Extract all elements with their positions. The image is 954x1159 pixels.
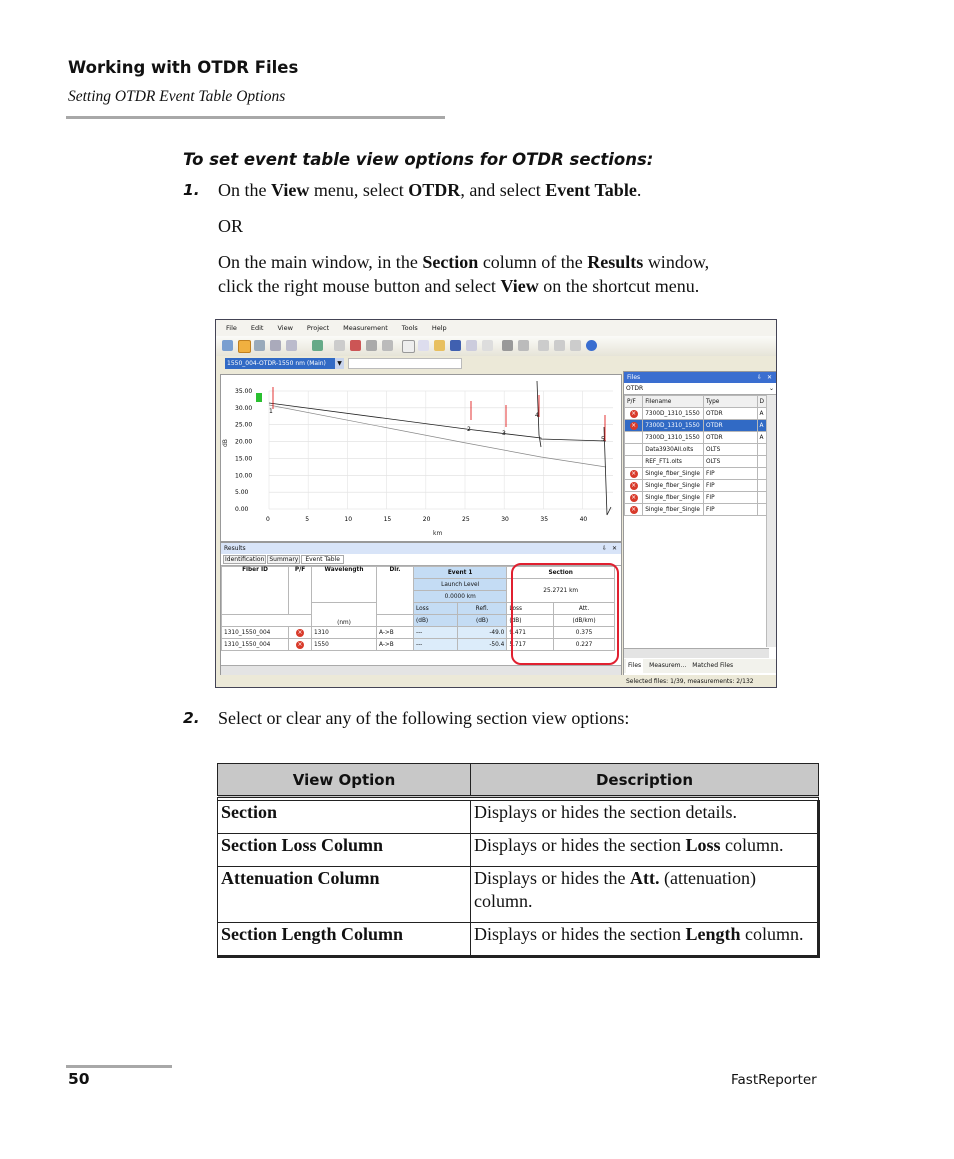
x-tick-label: 0	[266, 516, 270, 523]
menu-edit[interactable]: Edit	[250, 324, 264, 332]
cursor-icon[interactable]	[270, 340, 281, 351]
status-text: Selected files: 1/39, measurements: 2/132	[626, 678, 754, 685]
col-refl[interactable]: Refl.	[457, 603, 506, 615]
cell-event-loss: ---	[414, 627, 458, 639]
cell-fiber-id: 1310_1550_004	[222, 639, 289, 651]
pin-icon[interactable]: ⇩	[601, 545, 607, 552]
fail-icon: ×	[631, 481, 637, 489]
trace-selector[interactable]: 1550_004-OTDR-1550 nm (Main)	[225, 358, 343, 369]
fail-icon: ×	[297, 628, 303, 636]
fastreporter-screenshot	[215, 319, 777, 688]
copy-icon[interactable]	[418, 340, 429, 351]
chevron-down-icon[interactable]: ▼	[335, 358, 344, 369]
step-2-number: 2.	[183, 709, 200, 727]
step-1-number: 1.	[183, 181, 200, 199]
option-description: Displays or hides the section details.	[471, 801, 819, 834]
table-row	[218, 801, 819, 834]
col-dir[interactable]: Dir.	[377, 567, 414, 615]
unit-att: (dB/km)	[554, 615, 615, 627]
menu-file[interactable]: File	[226, 324, 237, 332]
step-1-or: OR	[218, 216, 244, 236]
event-1-type: Launch Level	[414, 579, 507, 591]
col-section-loss[interactable]: Loss	[507, 603, 554, 615]
col-d[interactable]: D	[757, 396, 766, 408]
y-tick-label: 5.00	[235, 489, 249, 497]
x-tick-label: 15	[383, 516, 392, 523]
wavelength-unit: (nm)	[312, 603, 377, 627]
section-highlight-circle	[511, 563, 619, 665]
export-icon[interactable]	[350, 340, 361, 351]
cell-dir: A->B	[377, 639, 414, 651]
y-axis-label: dB	[222, 439, 229, 447]
col-filename[interactable]: Filename	[643, 396, 704, 408]
tab-identification[interactable]: Identification	[225, 556, 265, 563]
table-row	[218, 923, 819, 957]
files-horizontal-scrollbar[interactable]	[624, 648, 769, 658]
vertical-scrollbar[interactable]	[766, 395, 776, 647]
procedure-title: To set event table view options for OTDR sections:	[183, 150, 654, 169]
otdr-trace-chart	[221, 375, 621, 541]
col-type[interactable]: Type	[704, 396, 758, 408]
menu-help[interactable]: Help	[431, 324, 447, 332]
edit-icon[interactable]	[366, 340, 377, 351]
file-name: Single_fiber_Single	[643, 504, 704, 516]
close-icon[interactable]: ✕	[766, 374, 772, 381]
fail-icon: ×	[631, 469, 637, 477]
file-type: FIP	[704, 492, 758, 504]
col-section[interactable]: Section	[507, 567, 615, 579]
otdr-graph	[220, 374, 622, 542]
file-type: FIP	[704, 480, 758, 492]
cell-refl: -50.4	[457, 639, 506, 651]
cut-icon[interactable]	[538, 340, 549, 351]
table-row	[218, 867, 819, 923]
file-type: OTDR	[704, 420, 758, 432]
option-name: Section	[218, 801, 471, 834]
col-view-option: View Option	[218, 764, 471, 797]
option-description: Displays or hides the section Loss column.	[471, 834, 819, 867]
unit-event-loss: (dB)	[414, 615, 458, 627]
cell-att: 0.227	[554, 639, 615, 651]
cell-dir: A->B	[377, 627, 414, 639]
file-type: OTDR	[704, 408, 758, 420]
files-panel	[623, 371, 777, 676]
x-tick-label: 30	[501, 516, 509, 523]
y-tick-label: 30.00	[235, 404, 253, 412]
tab-files[interactable]: Files	[626, 659, 643, 673]
fail-icon: ×	[631, 493, 637, 501]
step-1-text: On the View menu, select OTDR, and select Event Table.	[218, 180, 642, 200]
toolbar	[216, 336, 777, 356]
secondary-selector[interactable]	[348, 358, 462, 369]
file-d: A	[757, 408, 766, 420]
tab-measurements[interactable]: Measurem...	[649, 662, 687, 669]
settings-icon[interactable]	[312, 340, 323, 351]
status-bar	[216, 675, 777, 688]
file-type: OLTS	[704, 444, 758, 456]
results-panel	[220, 542, 622, 676]
file-row[interactable]	[625, 492, 767, 504]
fail-icon: ×	[631, 409, 637, 417]
event-label-5: 5	[601, 436, 605, 443]
y-tick-label: 35.00	[235, 388, 253, 395]
file-row[interactable]	[625, 504, 767, 516]
table-row	[218, 834, 819, 867]
event-label-4: 4	[535, 412, 539, 419]
col-description: Description	[471, 764, 819, 797]
unit-section-loss: (dB)	[507, 615, 554, 627]
cell-section-loss: 9.471	[507, 627, 554, 639]
col-fiber-id[interactable]: Fiber ID	[222, 567, 289, 615]
event-label-3: 3	[502, 430, 506, 437]
col-event-1[interactable]: Event 1	[414, 567, 507, 579]
section-title: Working with OTDR Files	[68, 58, 299, 77]
event-label-1: 1	[269, 408, 273, 415]
file-name: 7300D_1310_1550	[643, 420, 704, 432]
paste-icon[interactable]	[554, 340, 565, 351]
tab-summary[interactable]: Summary	[269, 556, 299, 563]
menu-project[interactable]: Project	[306, 324, 330, 332]
section-length: 25.2721 km	[507, 579, 615, 603]
launch-marker[interactable]	[256, 393, 262, 402]
file-name: Single_fiber_Single	[643, 480, 704, 492]
view-options-table	[217, 763, 820, 958]
x-tick-label: 5	[305, 516, 310, 523]
zoom-icon[interactable]	[222, 340, 233, 351]
cell-event-loss: ---	[414, 639, 458, 651]
unit-refl: (dB)	[457, 615, 506, 627]
y-tick-label: 15.00	[235, 455, 253, 463]
file-name: Single_fiber_Single	[643, 468, 704, 480]
menu-tools[interactable]: Tools	[401, 324, 418, 332]
option-description: Displays or hides the Att. (attenuation) column.	[471, 867, 819, 923]
fail-icon: ×	[631, 421, 637, 429]
menu-view[interactable]: View	[277, 324, 293, 332]
cell-wavelength: 1550	[312, 639, 377, 651]
print-icon[interactable]	[502, 340, 513, 351]
files-title: Files ⇩ ✕	[624, 372, 776, 383]
chevron-down-icon[interactable]: ⌄	[768, 385, 774, 392]
option-name: Section Loss Column	[218, 834, 471, 867]
file-row[interactable]	[625, 408, 767, 420]
cell-wavelength: 1310	[312, 627, 377, 639]
x-axis-label: km	[433, 530, 443, 537]
files-table	[624, 395, 767, 516]
file-name: Single_fiber_Single	[643, 492, 704, 504]
file-name: REF_FT1.olts	[643, 456, 704, 468]
y-tick-label: 0.00	[235, 506, 249, 513]
pan-icon[interactable]	[238, 340, 251, 353]
step-2-text: Select or clear any of the following section view options:	[218, 708, 630, 728]
cell-section-loss: 5.717	[507, 639, 554, 651]
file-name: 7300D_1310_1550	[643, 432, 704, 444]
option-name: Attenuation Column	[218, 867, 471, 923]
print-preview-icon[interactable]	[518, 340, 529, 351]
cell-refl: -49.0	[457, 627, 506, 639]
file-type: OTDR	[704, 432, 758, 444]
file-name: 7300D_1310_1550	[643, 408, 704, 420]
results-title: Results ⇩ ✕	[221, 543, 621, 554]
cell-fiber-id: 1310_1550_004	[222, 627, 289, 639]
marker-icon[interactable]	[254, 340, 265, 351]
open-folder-icon[interactable]	[434, 340, 445, 351]
report-icon[interactable]	[334, 340, 345, 351]
file-row[interactable]	[625, 420, 767, 432]
close-icon[interactable]: ✕	[611, 545, 617, 552]
x-tick-label: 40	[579, 516, 588, 523]
files-tabs	[624, 659, 777, 673]
template-icon[interactable]	[382, 340, 393, 351]
x-tick-label: 25	[462, 516, 470, 523]
tab-matched-files[interactable]: Matched Files	[692, 662, 734, 669]
option-name: Section Length Column	[218, 923, 471, 957]
save-as-icon[interactable]	[466, 340, 477, 351]
file-d: A	[757, 420, 766, 432]
option-description: Displays or hides the section Length column.	[471, 923, 819, 957]
col-att[interactable]: Att.	[554, 603, 615, 615]
section-subtitle: Setting OTDR Event Table Options	[68, 88, 286, 105]
col-pf[interactable]: P/F	[625, 396, 643, 408]
event-1-position: 0.0000 km	[414, 591, 507, 603]
horizontal-scrollbar[interactable]	[221, 665, 621, 675]
trace-1310	[269, 405, 606, 467]
tool-icon[interactable]	[286, 340, 297, 351]
file-row[interactable]	[625, 468, 767, 480]
file-name: Data3930All.olts	[643, 444, 704, 456]
file-row[interactable]	[625, 456, 767, 468]
file-row[interactable]	[625, 480, 767, 492]
page-number: 50	[68, 1070, 90, 1088]
cell-att: 0.375	[554, 627, 615, 639]
tab-event-table[interactable]: Event Table	[301, 555, 344, 564]
event-label-2: 2	[467, 426, 471, 433]
book-title: FastReporter	[731, 1072, 817, 1088]
col-wavelength[interactable]: Wavelength	[312, 567, 377, 603]
pin-icon[interactable]: ⇩	[756, 374, 762, 381]
col-pf[interactable]: P/F	[289, 567, 312, 615]
fail-icon: ×	[631, 505, 637, 513]
file-type: FIP	[704, 504, 758, 516]
file-row[interactable]	[625, 432, 767, 444]
header-rule	[66, 116, 445, 119]
file-type: FIP	[704, 468, 758, 480]
x-tick-label: 35	[540, 516, 549, 523]
new-file-icon[interactable]	[402, 340, 415, 353]
x-tick-label: 20	[422, 516, 431, 523]
fail-icon: ×	[297, 640, 303, 648]
trace-1550	[269, 403, 606, 441]
trace-selector-bar	[216, 356, 621, 372]
x-tick-label: 10	[344, 516, 353, 523]
menu-bar	[216, 320, 777, 336]
y-tick-label: 20.00	[235, 438, 253, 446]
y-tick-label: 25.00	[235, 421, 253, 429]
file-row[interactable]	[625, 444, 767, 456]
step-1-alternative: On the main window, in the Section column of the Results window, click the right mouse button and select View on the shortcut menu.	[218, 252, 710, 296]
delete-icon[interactable]	[570, 340, 581, 351]
close-file-icon[interactable]	[482, 340, 493, 351]
file-type-filter[interactable]: OTDR ⌄	[624, 383, 776, 395]
file-d: A	[757, 432, 766, 444]
menu-measurement[interactable]: Measurement	[343, 324, 388, 332]
footer-rule	[66, 1065, 172, 1068]
save-icon[interactable]	[450, 340, 461, 351]
file-type: OLTS	[704, 456, 758, 468]
col-event-loss[interactable]: Loss	[414, 603, 458, 615]
help-icon[interactable]	[586, 340, 597, 351]
y-tick-label: 10.00	[235, 472, 253, 480]
